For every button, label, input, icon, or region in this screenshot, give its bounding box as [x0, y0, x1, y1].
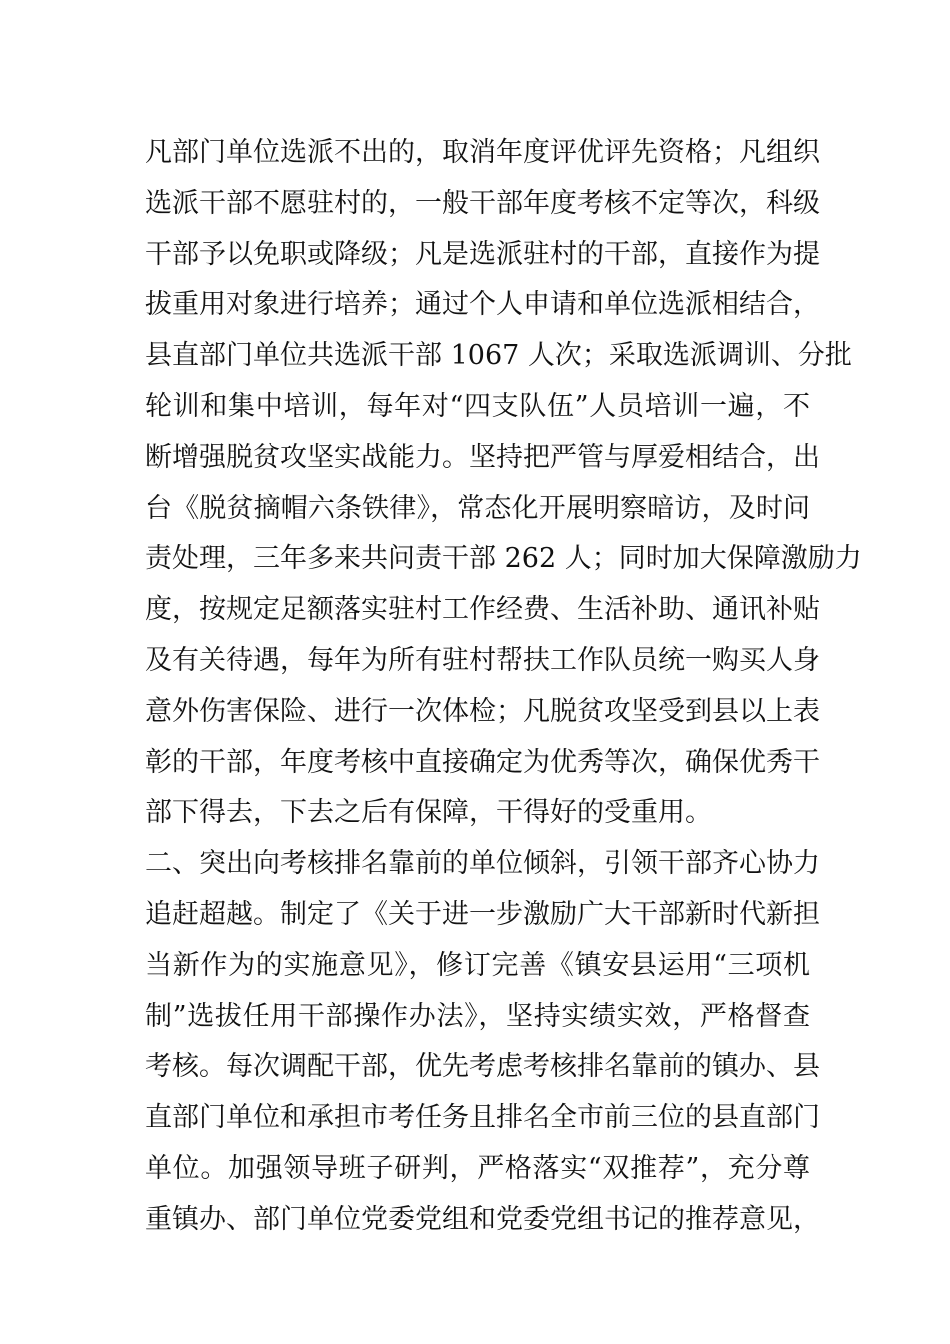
text-line: 凡部门单位选派不出的，取消年度评优评先资格；凡组织	[145, 137, 820, 168]
text-line: 单位。加强领导班子研判，严格落实“双推荐”，充分尊	[145, 1152, 810, 1184]
text-line: 责处理，三年多来共问责干部 262 人；同时加大保障激励力	[145, 543, 862, 575]
text-line: 当新作为的实施意见》，修订完善《镇安县运用“三项机	[145, 949, 810, 981]
text-line: 县直部门单位共选派干部 1067 人次；采取选派调训、分批	[145, 340, 852, 372]
text-line: 直部门单位和承担市考任务且排名全市前三位的县直部门	[145, 1102, 820, 1134]
text-line: 断增强脱贫攻坚实战能力。坚持把严管与厚爱相结合，出	[145, 441, 820, 473]
text-line: 追赶超越。制定了《关于进一步激励广大干部新时代新担	[145, 898, 820, 930]
text-line: 考核。每次调配干部，优先考虑考核排名靠前的镇办、县	[145, 1051, 820, 1083]
text-line: 干部予以免职或降级；凡是选派驻村的干部，直接作为提	[145, 238, 820, 270]
text-line: 及有关待遇，每年为所有驻村帮扶工作队员统一购买人身	[145, 644, 820, 676]
text-line: 度，按规定足额落实驻村工作经费、生活补助、通讯补贴	[145, 594, 820, 626]
body-text	[145, 128, 862, 1246]
text-line: 重镇办、部门单位党委党组和党委党组书记的推荐意见，	[145, 1203, 820, 1235]
text-line: 意外伤害保险、进行一次体检；凡脱贫攻坚受到县以上表	[145, 695, 820, 727]
section-heading-line: 二、突出向考核排名靠前的单位倾斜，引领干部齐心协力	[145, 848, 820, 880]
text-line: 台《脱贫摘帽六条铁律》，常态化开展明察暗访，及时问	[145, 492, 810, 524]
text-line: 制”选拔任用干部操作办法》，坚持实绩实效，严格督查	[145, 1000, 810, 1032]
paragraph-end-line: 部下得去，下去之后有保障，干得好的受重用。	[145, 797, 712, 829]
text-line: 选派干部不愿驻村的，一般干部年度考核不定等次，科级	[145, 187, 820, 219]
text-line: 轮训和集中培训，每年对“四支队伍”人员培训一遍，不	[145, 390, 810, 422]
text-line: 拔重用对象进行培养；通过个人申请和单位选派相结合，	[145, 289, 820, 321]
text-line: 彰的干部，年度考核中直接确定为优秀等次，确保优秀干	[145, 746, 820, 778]
